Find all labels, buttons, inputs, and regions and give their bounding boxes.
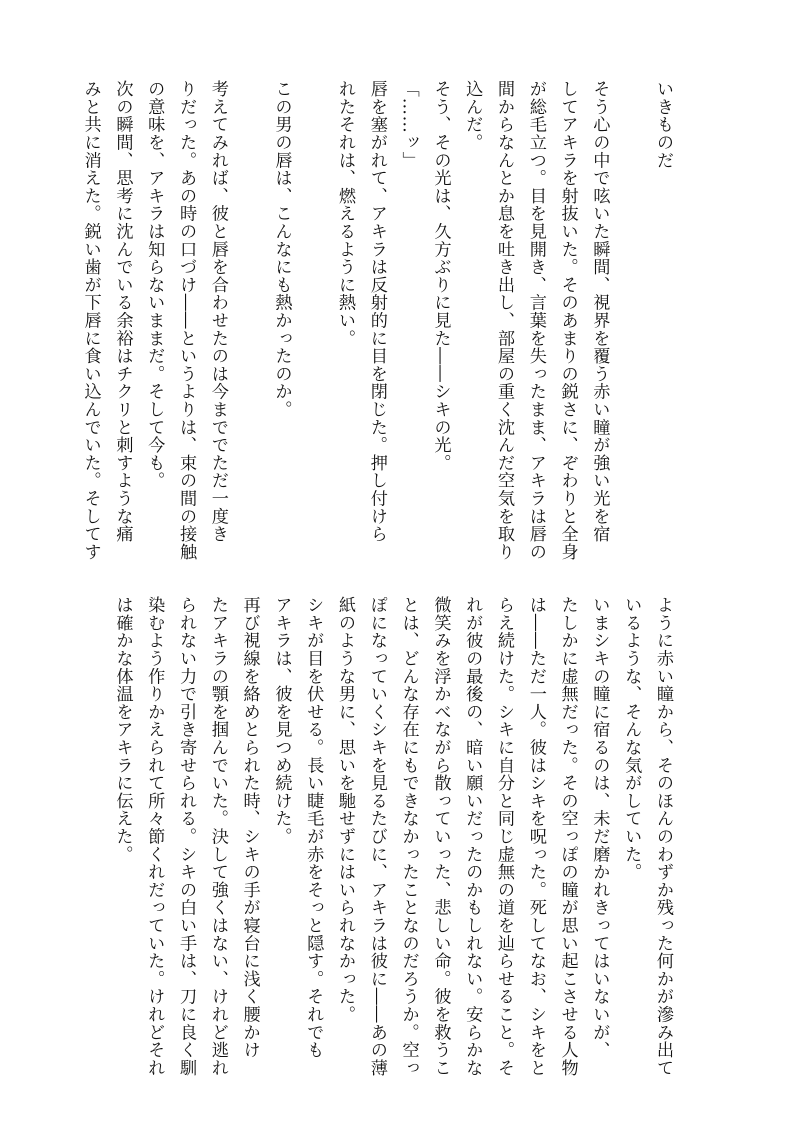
text-line: は――ただ一人。彼はシキを呪った。死してなお、シキをと [525,596,546,1077]
text-line: いきものだ [653,80,673,169]
text-line: そう心の中で呟いた瞬間、視界を覆う赤い瞳が強い光を宿 [589,80,610,543]
text-line: みと共に消えた。鋭い歯が下唇に食い込んでいた。そしてす [80,80,101,561]
text-line: 次の瞬間、思考に沈んでいる余裕はチクリと刺すような痛 [112,80,133,543]
text-line: たしかに虚無だった。その空っぽの瞳が思い起こさせる人物 [557,596,578,1077]
text-line: シキが目を伏せる。長い睫毛が赤をそっと隠す。それでも [303,596,324,1059]
text-line: られない力で引き寄せられる。シキの白い手は、刀に良く馴 [176,596,197,1077]
text-line: が総毛立つ。目を見開き、言葉を失ったまま、アキラは唇の [525,80,546,561]
text-line: いるような、そんな気がしていた。 [621,596,642,881]
text-line: りだった。あの時の口づけ――というよりは、束の間の接触 [176,80,197,561]
text-line [233,80,265,550]
text-line: 考えてみれば、彼と唇を合わせたのは今まででただ一度き [207,80,228,543]
text-line: この男の唇は、こんなにも熱かったのか。 [271,80,292,419]
text-line: してアキラを射抜いた。そのあまりの鋭さに、ぞわりと全身 [557,80,578,561]
text-line: たアキラの顎を掴んでいた。決して強くはない、けれど逃れ [207,596,228,1077]
text-line: 込んだ。 [462,80,483,152]
text-line: れが彼の最後の、暗い願いだったのかもしれない。安らかな [462,596,483,1077]
text-line: は確かな体温をアキラに伝えた。 [112,596,133,863]
text-line: らえ続けた。シキに自分と同じ虚無の道を辿らせること。そ [494,596,515,1077]
text-line [296,80,328,550]
text-line: いまシキの瞳に宿るのは、未だ磨かれきってはいないが、 [589,596,610,1059]
text-line: ように赤い瞳から、そのほんのわずか残った何かが滲み出て [653,596,673,1077]
text-line: 「……ッ」 [398,80,419,169]
upper-text-block [74,80,678,561]
text-line: 間からなんとか息を吐き出し、部屋の重く沈んだ空気を取り [494,80,515,561]
text-line: 再び視線を絡めとられた時、シキの手が寝台に浅く腰かけ [239,596,260,1059]
text-line: とは、どんな存在にもできなかったことなのだろうか。空っ [398,596,419,1077]
text-line: ぽになっていくシキを見るたびに、アキラは彼に――あの薄 [366,596,387,1077]
text-line: の意味を、アキラは知らないままだ。そして今も。 [144,80,165,490]
lower-text-block [106,596,678,1077]
text-line [614,80,646,550]
text-line: 染むよう作りかえられて所々節くれだっていた。けれどそれ [144,596,165,1077]
text-line: アキラは、彼を見つめ続けた。 [271,596,292,846]
text-line: そう、その光は、久方ぶりに見た――シキの光。 [430,80,451,472]
text-line: れたそれは、燃えるように熱い。 [335,80,356,347]
text-line: 紙のような男に、思いを馳せずにはいられなかった。 [335,596,356,1024]
text-line: 唇を塞がれて、アキラは反射的に目を閉じた。押し付けら [366,80,387,543]
text-line: 微笑みを浮かべながら散っていった、悲しい命。彼を救うこ [430,596,451,1077]
